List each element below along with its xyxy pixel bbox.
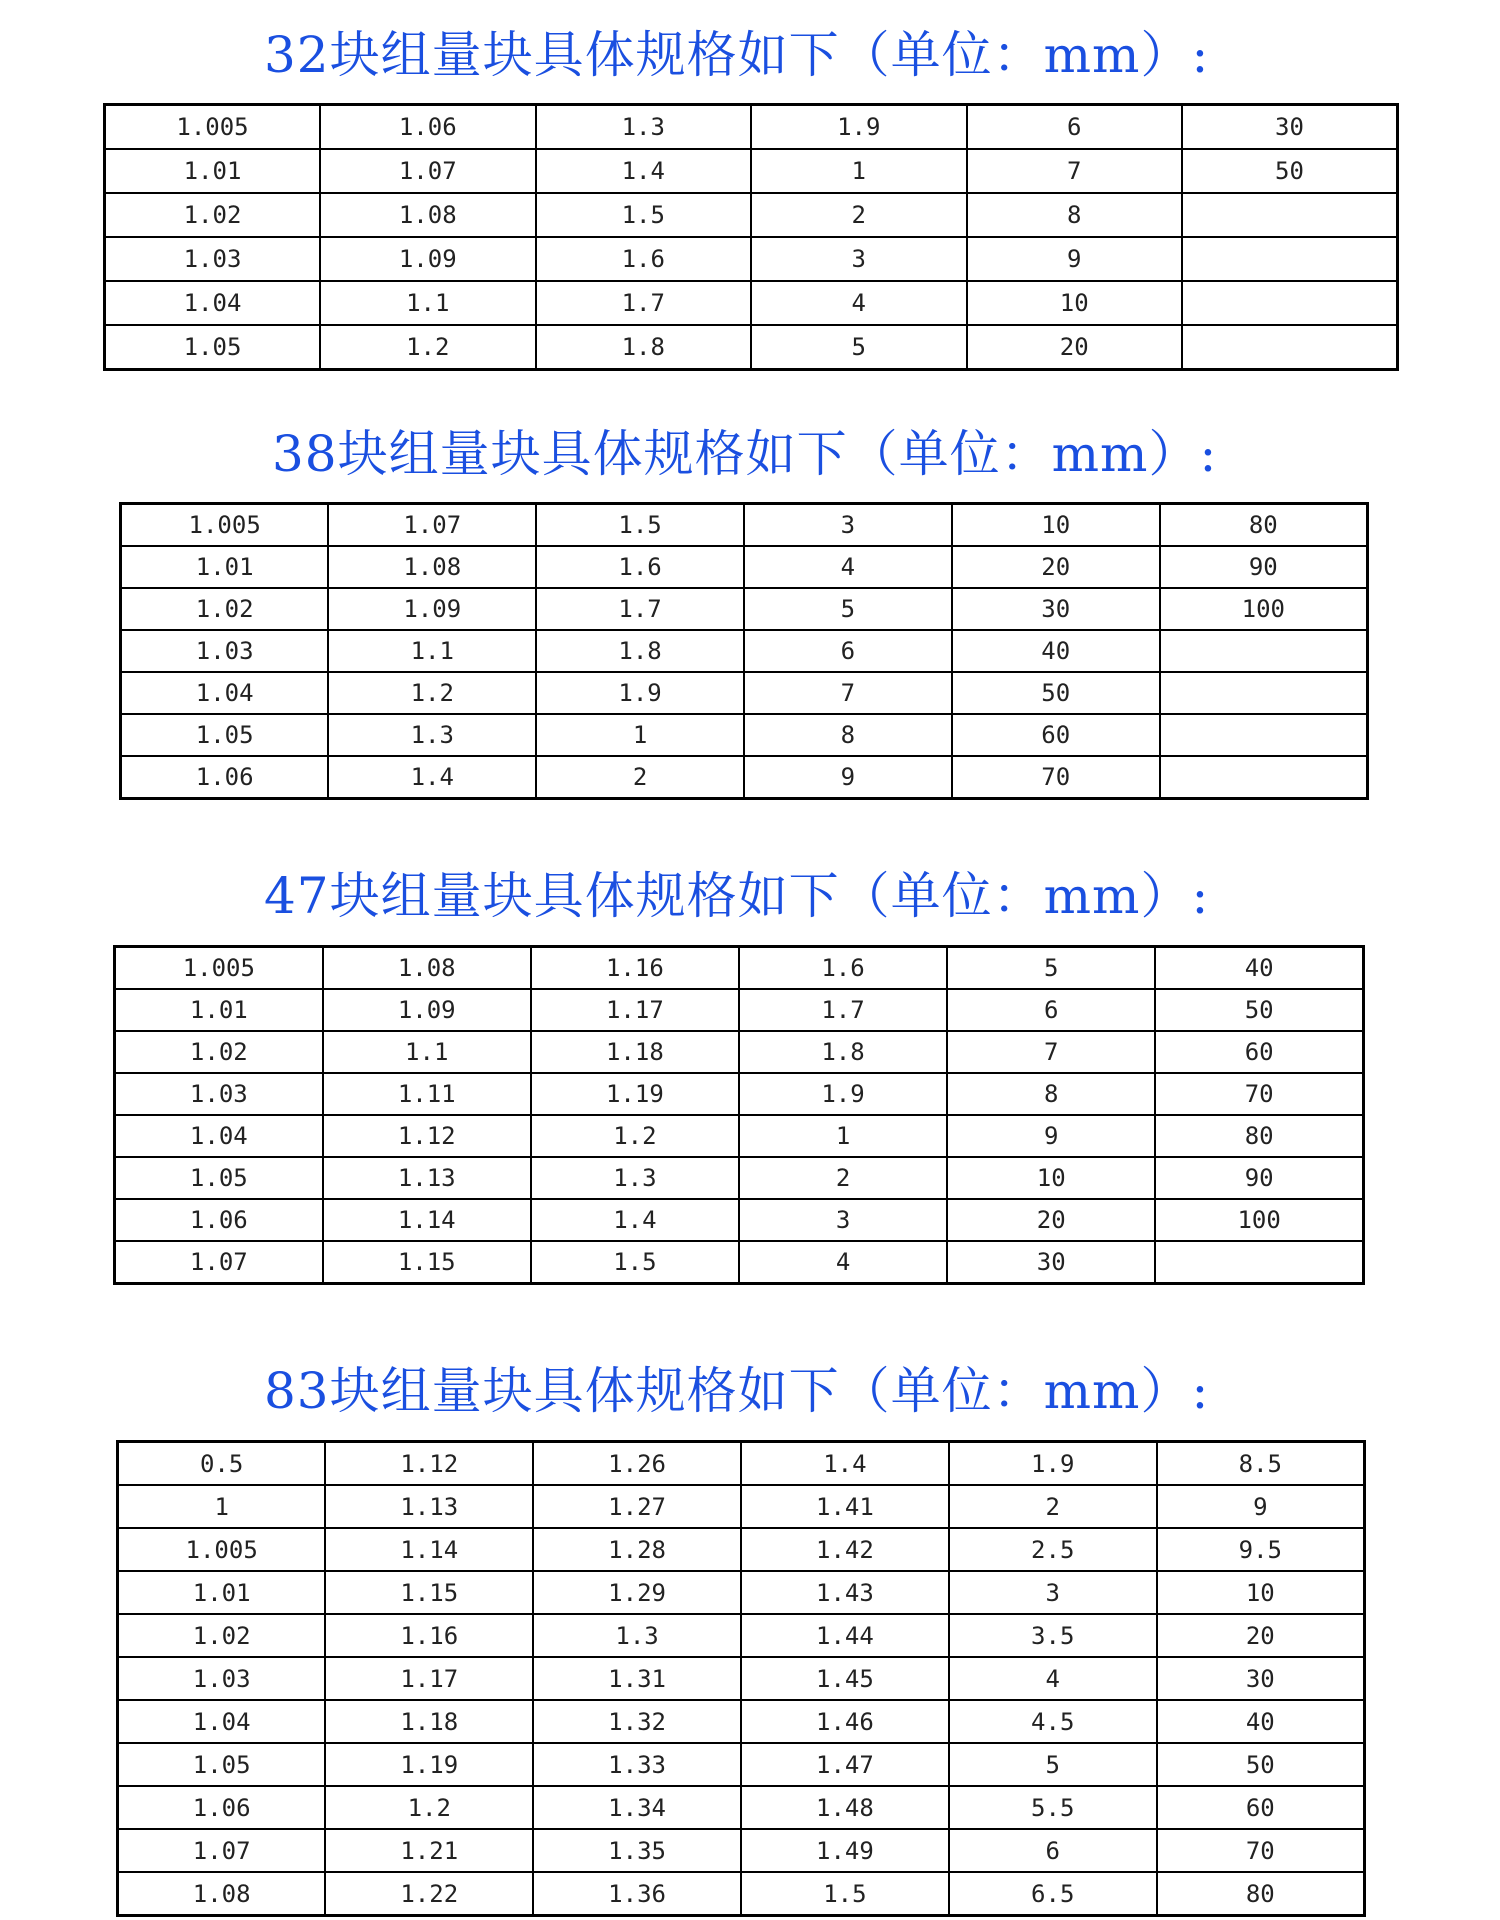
table-cell: 1.07 <box>118 1829 326 1872</box>
table-cell: 1.21 <box>325 1829 533 1872</box>
table-cell: 6 <box>744 630 952 672</box>
table-cell: 1.34 <box>533 1786 741 1829</box>
table-cell: 6.5 <box>949 1872 1157 1916</box>
table-cell: 1 <box>751 149 967 193</box>
table-cell: 1.06 <box>115 1199 323 1241</box>
table-cell: 90 <box>1160 546 1368 588</box>
section-title-47: 47块组量块具体规格如下（单位：mm）: <box>264 867 1210 925</box>
table-cell: 1.05 <box>115 1157 323 1199</box>
table-row <box>118 1528 1365 1571</box>
table-cell: 1.1 <box>328 630 536 672</box>
table-cell: 6 <box>947 989 1155 1031</box>
table-cell: 1.2 <box>320 325 536 370</box>
table-cell: 1.44 <box>741 1614 949 1657</box>
table-cell <box>1155 1241 1363 1284</box>
table-row <box>105 237 1398 281</box>
table-row <box>118 1614 1365 1657</box>
table-cell: 20 <box>967 325 1183 370</box>
table-cell: 1.17 <box>531 989 739 1031</box>
table-cell: 1.04 <box>118 1700 326 1743</box>
table-row <box>118 1571 1365 1614</box>
table-cell: 10 <box>1157 1571 1365 1614</box>
table-row <box>105 193 1398 237</box>
table-cell: 40 <box>952 630 1160 672</box>
table-cell: 1.18 <box>325 1700 533 1743</box>
table-row <box>121 714 1368 756</box>
table-row <box>121 630 1368 672</box>
table-cell: 1.32 <box>533 1700 741 1743</box>
table-cell: 4 <box>739 1241 947 1284</box>
table-cell <box>1160 756 1368 799</box>
table-cell: 1.9 <box>949 1442 1157 1486</box>
table-cell: 1.2 <box>531 1115 739 1157</box>
table-cell: 1.14 <box>325 1528 533 1571</box>
table-cell: 5 <box>949 1743 1157 1786</box>
table-cell: 7 <box>744 672 952 714</box>
table-row <box>105 149 1398 193</box>
table-cell: 3 <box>751 237 967 281</box>
table-cell: 1.9 <box>739 1073 947 1115</box>
table-cell: 1.33 <box>533 1743 741 1786</box>
table-cell: 3 <box>949 1571 1157 1614</box>
table-cell: 2 <box>949 1485 1157 1528</box>
table-cell <box>1182 281 1398 325</box>
table-cell: 5 <box>947 947 1155 990</box>
table-cell: 80 <box>1157 1872 1365 1916</box>
table-cell: 1.5 <box>536 193 752 237</box>
table-cell: 1 <box>739 1115 947 1157</box>
table-cell: 1.05 <box>121 714 329 756</box>
table-cell: 1.08 <box>323 947 531 990</box>
table-row <box>121 588 1368 630</box>
table-cell: 1.07 <box>328 504 536 547</box>
table-cell: 1.06 <box>118 1786 326 1829</box>
table-cell: 1.13 <box>323 1157 531 1199</box>
table-cell: 1.07 <box>320 149 536 193</box>
table-cell: 20 <box>947 1199 1155 1241</box>
table-cell: 20 <box>1157 1614 1365 1657</box>
table-cell: 1.01 <box>105 149 321 193</box>
table-cell: 1.48 <box>741 1786 949 1829</box>
table-cell: 50 <box>1155 989 1363 1031</box>
table-cell: 1.15 <box>323 1241 531 1284</box>
table-cell: 1.09 <box>323 989 531 1031</box>
table-cell: 1.5 <box>536 504 744 547</box>
table-cell: 4 <box>949 1657 1157 1700</box>
table-cell: 1.35 <box>533 1829 741 1872</box>
table-cell: 1.7 <box>536 588 744 630</box>
table-cell: 1.02 <box>121 588 329 630</box>
table-cell: 3 <box>744 504 952 547</box>
table-row <box>118 1829 1365 1872</box>
table-cell: 1.4 <box>328 756 536 799</box>
table-cell: 30 <box>1157 1657 1365 1700</box>
table-cell: 4 <box>744 546 952 588</box>
table-cell: 40 <box>1155 947 1363 990</box>
table-cell: 30 <box>1182 105 1398 150</box>
table-row <box>118 1442 1365 1486</box>
table-cell: 1.2 <box>325 1786 533 1829</box>
table-cell: 1.02 <box>118 1614 326 1657</box>
table-cell: 90 <box>1155 1157 1363 1199</box>
table-cell: 1.03 <box>115 1073 323 1115</box>
table-cell <box>1182 193 1398 237</box>
table-row <box>121 504 1368 547</box>
table-cell: 6 <box>967 105 1183 150</box>
table-cell: 40 <box>1157 1700 1365 1743</box>
table-cell: 1.47 <box>741 1743 949 1786</box>
table-cell: 1.4 <box>536 149 752 193</box>
table-cell: 1.3 <box>531 1157 739 1199</box>
table-cell: 1.15 <box>325 1571 533 1614</box>
table-cell: 1.49 <box>741 1829 949 1872</box>
table-cell: 1.14 <box>323 1199 531 1241</box>
table-row <box>118 1657 1365 1700</box>
table-cell: 10 <box>952 504 1160 547</box>
table-cell: 50 <box>1182 149 1398 193</box>
table-cell: 3.5 <box>949 1614 1157 1657</box>
table-cell: 70 <box>1157 1829 1365 1872</box>
table-cell: 5 <box>744 588 952 630</box>
table-cell: 1.03 <box>105 237 321 281</box>
table-cell: 4 <box>751 281 967 325</box>
table-cell: 1.08 <box>118 1872 326 1916</box>
table-cell: 1.06 <box>320 105 536 150</box>
table-cell: 1.1 <box>323 1031 531 1073</box>
table-cell: 1.6 <box>536 237 752 281</box>
table-cell: 1.11 <box>323 1073 531 1115</box>
table-row <box>105 281 1398 325</box>
table-cell: 1.12 <box>323 1115 531 1157</box>
table-cell: 2.5 <box>949 1528 1157 1571</box>
table-cell: 1.13 <box>325 1485 533 1528</box>
table-cell: 1.41 <box>741 1485 949 1528</box>
table-cell: 1 <box>536 714 744 756</box>
table-cell: 1.09 <box>320 237 536 281</box>
section-title-83: 83块组量块具体规格如下（单位：mm）: <box>264 1362 1210 1420</box>
table-cell <box>1182 325 1398 370</box>
table-cell: 30 <box>952 588 1160 630</box>
table-cell: 1.07 <box>115 1241 323 1284</box>
table-cell: 1.4 <box>531 1199 739 1241</box>
table-cell: 1.03 <box>121 630 329 672</box>
table-cell: 1.16 <box>531 947 739 990</box>
table-cell: 9 <box>967 237 1183 281</box>
table-row <box>115 989 1364 1031</box>
table-cell: 8 <box>967 193 1183 237</box>
table-row <box>115 1073 1364 1115</box>
table-row <box>115 1157 1364 1199</box>
table-cell: 100 <box>1160 588 1368 630</box>
table-cell: 70 <box>1155 1073 1363 1115</box>
table-cell: 1.2 <box>328 672 536 714</box>
table-cell: 4.5 <box>949 1700 1157 1743</box>
table-cell: 1.01 <box>118 1571 326 1614</box>
table-row <box>105 105 1398 150</box>
table-cell: 1.31 <box>533 1657 741 1700</box>
table-cell: 1.4 <box>741 1442 949 1486</box>
table-row <box>118 1786 1365 1829</box>
table-cell: 1.9 <box>536 672 744 714</box>
table-cell: 9 <box>744 756 952 799</box>
table-cell <box>1160 630 1368 672</box>
table-cell: 1.8 <box>536 325 752 370</box>
table-cell: 1.22 <box>325 1872 533 1916</box>
table-cell: 20 <box>952 546 1160 588</box>
table-cell: 80 <box>1155 1115 1363 1157</box>
table-cell: 6 <box>949 1829 1157 1872</box>
table-cell: 60 <box>1157 1786 1365 1829</box>
table-cell: 10 <box>947 1157 1155 1199</box>
table-cell: 1.16 <box>325 1614 533 1657</box>
table-cell: 1.02 <box>105 193 321 237</box>
table-cell: 5.5 <box>949 1786 1157 1829</box>
table-cell: 50 <box>1157 1743 1365 1786</box>
table-cell: 1.005 <box>121 504 329 547</box>
table-row <box>121 672 1368 714</box>
table-cell: 9.5 <box>1157 1528 1365 1571</box>
table-cell <box>1160 672 1368 714</box>
table-cell: 1.8 <box>536 630 744 672</box>
table-cell: 100 <box>1155 1199 1363 1241</box>
table-cell: 60 <box>952 714 1160 756</box>
table-cell: 2 <box>739 1157 947 1199</box>
table-row <box>118 1872 1365 1916</box>
table-cell: 1.03 <box>118 1657 326 1700</box>
table-cell: 1.18 <box>531 1031 739 1073</box>
spec-table-38 <box>119 502 1369 800</box>
table-cell: 1.005 <box>115 947 323 990</box>
table-cell: 1.26 <box>533 1442 741 1486</box>
table-cell: 1.05 <box>105 325 321 370</box>
table-cell: 1.1 <box>320 281 536 325</box>
spec-table-47 <box>113 945 1365 1285</box>
table-cell <box>1182 237 1398 281</box>
table-cell: 9 <box>1157 1485 1365 1528</box>
table-row <box>115 947 1364 990</box>
table-cell: 1.7 <box>536 281 752 325</box>
table-cell: 1.42 <box>741 1528 949 1571</box>
table-cell: 1.29 <box>533 1571 741 1614</box>
table-cell: 8 <box>744 714 952 756</box>
table-cell: 1.19 <box>325 1743 533 1786</box>
table-cell: 1.7 <box>739 989 947 1031</box>
table-cell: 1.28 <box>533 1528 741 1571</box>
table-cell: 1.04 <box>121 672 329 714</box>
table-cell: 1.09 <box>328 588 536 630</box>
table-cell: 2 <box>751 193 967 237</box>
table-cell: 1.005 <box>105 105 321 150</box>
table-cell: 1.43 <box>741 1571 949 1614</box>
table-row <box>115 1115 1364 1157</box>
spec-table-83 <box>116 1440 1366 1917</box>
table-cell: 1.05 <box>118 1743 326 1786</box>
table-cell: 1.17 <box>325 1657 533 1700</box>
table-cell: 30 <box>947 1241 1155 1284</box>
table-cell: 3 <box>739 1199 947 1241</box>
table-cell: 1.04 <box>115 1115 323 1157</box>
table-cell: 7 <box>967 149 1183 193</box>
table-cell: 1.36 <box>533 1872 741 1916</box>
table-cell: 1.45 <box>741 1657 949 1700</box>
table-cell: 1.005 <box>118 1528 326 1571</box>
table-cell: 1.04 <box>105 281 321 325</box>
table-cell <box>1160 714 1368 756</box>
table-row <box>115 1241 1364 1284</box>
table-cell: 1.3 <box>533 1614 741 1657</box>
table-row <box>115 1199 1364 1241</box>
table-cell: 80 <box>1160 504 1368 547</box>
table-cell: 70 <box>952 756 1160 799</box>
table-row <box>121 546 1368 588</box>
table-cell: 1.8 <box>739 1031 947 1073</box>
table-cell: 1.06 <box>121 756 329 799</box>
table-cell: 2 <box>536 756 744 799</box>
table-row <box>121 756 1368 799</box>
table-cell: 1.3 <box>328 714 536 756</box>
table-cell: 8.5 <box>1157 1442 1365 1486</box>
table-cell: 10 <box>967 281 1183 325</box>
table-cell: 1.01 <box>121 546 329 588</box>
table-cell: 1 <box>118 1485 326 1528</box>
table-row <box>105 325 1398 370</box>
table-cell: 1.12 <box>325 1442 533 1486</box>
table-cell: 1.19 <box>531 1073 739 1115</box>
table-cell: 1.02 <box>115 1031 323 1073</box>
table-row <box>118 1700 1365 1743</box>
section-title-32: 32块组量块具体规格如下（单位：mm）: <box>264 26 1210 84</box>
spec-table-32 <box>103 103 1399 371</box>
table-row <box>118 1485 1365 1528</box>
section-title-38: 38块组量块具体规格如下（单位：mm）: <box>272 425 1218 483</box>
table-cell: 1.01 <box>115 989 323 1031</box>
table-cell: 1.5 <box>531 1241 739 1284</box>
table-cell: 8 <box>947 1073 1155 1115</box>
table-cell: 50 <box>952 672 1160 714</box>
table-row <box>118 1743 1365 1786</box>
table-cell: 7 <box>947 1031 1155 1073</box>
table-cell: 1.6 <box>536 546 744 588</box>
table-cell: 1.46 <box>741 1700 949 1743</box>
table-row <box>115 1031 1364 1073</box>
table-cell: 5 <box>751 325 967 370</box>
table-cell: 1.08 <box>328 546 536 588</box>
table-cell: 1.6 <box>739 947 947 990</box>
table-cell: 1.3 <box>536 105 752 150</box>
table-cell: 60 <box>1155 1031 1363 1073</box>
table-cell: 9 <box>947 1115 1155 1157</box>
table-cell: 1.9 <box>751 105 967 150</box>
table-cell: 1.5 <box>741 1872 949 1916</box>
table-cell: 1.27 <box>533 1485 741 1528</box>
table-cell: 1.08 <box>320 193 536 237</box>
table-cell: 0.5 <box>118 1442 326 1486</box>
